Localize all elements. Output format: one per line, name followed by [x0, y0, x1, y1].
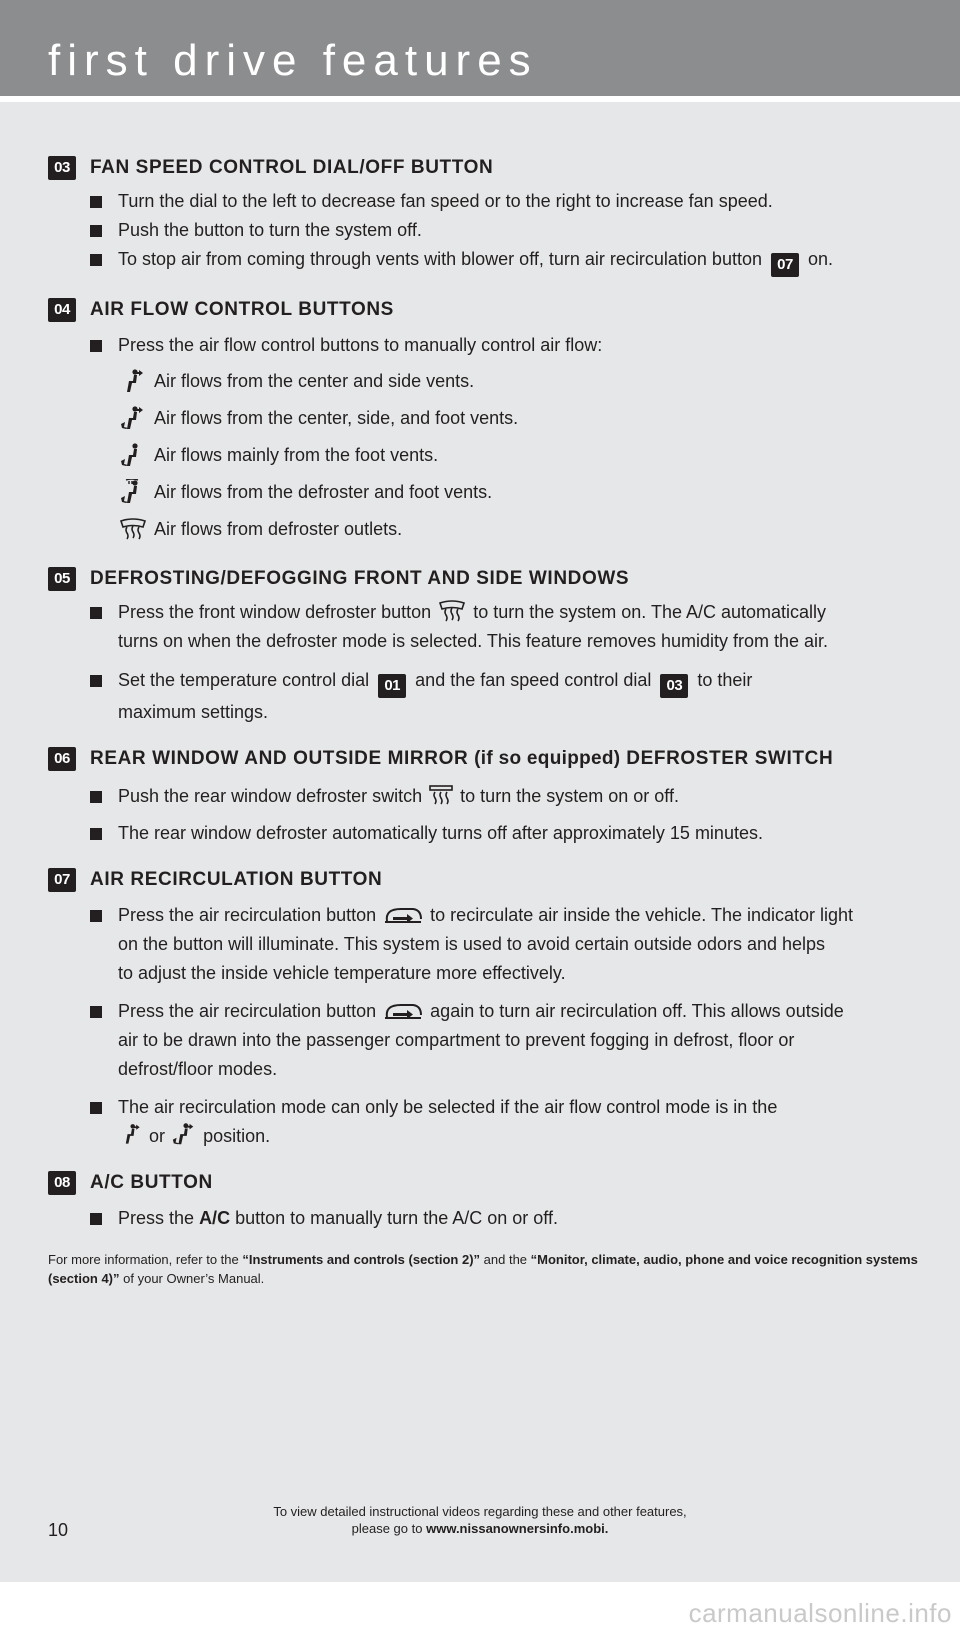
- manual-reference: “Instruments and controls (section 2)”: [242, 1252, 481, 1267]
- bullet-item: Press the air flow control buttons to manually control air flow:: [48, 331, 918, 360]
- manual-reference: “Monitor, climate, audio, phone and voice recognition systems (section 4)”: [48, 1252, 918, 1286]
- bullet-item: [48, 1093, 918, 1151]
- section-badge: 08: [48, 1171, 76, 1195]
- ac-label: A/C: [199, 1208, 231, 1228]
- bi-level-mode-icon: [170, 1122, 198, 1148]
- bullet-text: to adjust the inside vehicle temperature more effectively.: [118, 963, 566, 983]
- bullet-text: button to manually turn the A/C on or off.: [235, 1208, 558, 1228]
- mode-row: [48, 363, 918, 400]
- section-badge: 05: [48, 567, 76, 591]
- bullet-item: [48, 1204, 918, 1233]
- title-part: DEFROSTER SWITCH: [626, 748, 834, 769]
- bullet-item: Turn the dial to the left to decrease fan speed or to the right to increase fan speed.: [48, 187, 918, 216]
- bullet-text: to turn the system on. The A/C automatically: [473, 602, 827, 622]
- watermark: carmanualsonline.info: [688, 1598, 952, 1628]
- page-number: 10: [48, 1520, 69, 1540]
- bullet-text: Set the temperature control dial: [118, 670, 370, 690]
- bullet-text: Press the: [118, 1208, 195, 1228]
- footnote-text: For more information, refer to the: [48, 1252, 239, 1267]
- section-badge: 03: [48, 156, 76, 180]
- bi-level-mode-icon: [118, 405, 148, 433]
- mode-text: Air flows from the defroster and foot vents.: [154, 482, 493, 502]
- bullet-item: The rear window defroster automatically turns off after approximately 15 minutes.: [48, 819, 918, 848]
- mode-text: Air flows from the center, side, and foot vents.: [154, 408, 519, 428]
- bullet-item: [48, 245, 918, 277]
- vent-mode-icon: [118, 368, 148, 396]
- section-title: AIR RECIRCULATION BUTTON: [90, 869, 383, 890]
- section-air-flow: [48, 297, 918, 548]
- footer-link[interactable]: www.nissanownersinfo.mobi.: [426, 1521, 609, 1536]
- bullet-text: Press the air recirculation button: [118, 1001, 377, 1021]
- bullet-text: maximum settings.: [118, 702, 269, 722]
- mode-row: [48, 474, 918, 511]
- title-part: (if so equipped): [474, 748, 621, 769]
- defrost-foot-mode-icon: [118, 479, 148, 507]
- bullet-item: [48, 901, 918, 988]
- footer-text: please go to: [351, 1521, 423, 1536]
- bullet-text: to their: [697, 670, 753, 690]
- bullet-text: to turn the system on or off.: [460, 786, 679, 806]
- mode-row: [48, 400, 918, 437]
- bullet-text: on.: [808, 249, 834, 269]
- footer-note: [0, 1503, 960, 1537]
- bullet-text: Press the front window defroster button: [118, 602, 432, 622]
- title-part: REAR WINDOW AND OUTSIDE MIRROR: [90, 748, 469, 769]
- inline-badge: 03: [660, 674, 688, 698]
- section-defrosting: [48, 566, 918, 727]
- section-badge: 06: [48, 747, 76, 771]
- bullet-text: Push the rear window defroster switch: [118, 786, 423, 806]
- section-title: DEFROSTING/DEFOGGING FRONT AND SIDE WINDOWS: [90, 568, 630, 589]
- recirculation-icon: [381, 903, 425, 927]
- bullet-text: to recirculate air inside the vehicle. The indicator light: [430, 905, 854, 925]
- section-title: FAN SPEED CONTROL DIAL/OFF BUTTON: [90, 157, 494, 178]
- bullet-item: [48, 598, 918, 656]
- section-title: AIR FLOW CONTROL BUTTONS: [90, 299, 394, 320]
- inline-badge: 01: [378, 674, 406, 698]
- bullet-text: To stop air from coming through vents with blower off, turn air recirculation button: [118, 249, 762, 269]
- footnote: [48, 1250, 918, 1288]
- recirculation-icon: [381, 999, 425, 1023]
- defrost-mode-icon: [118, 516, 148, 544]
- bullet-text: defrost/floor modes.: [118, 1059, 278, 1079]
- mode-row: [48, 511, 918, 548]
- foot-mode-icon: [118, 442, 148, 470]
- bullet-text: and the fan speed control dial: [415, 670, 652, 690]
- page-title: first drive features: [48, 36, 538, 85]
- section-title: [90, 748, 833, 770]
- bullet-item: [48, 997, 918, 1084]
- section-badge: 07: [48, 868, 76, 892]
- footnote-text: of your Owner’s Manual.: [123, 1271, 265, 1286]
- footer-line: To view detailed instructional videos regarding these and other features,: [273, 1504, 687, 1519]
- footer-line: [0, 1520, 960, 1537]
- section-ac-button: [48, 1170, 918, 1233]
- bullet-text: Press the air recirculation button: [118, 905, 377, 925]
- bullet-text: air to be drawn into the passenger compartment to prevent fogging in defrost, floor or: [118, 1030, 795, 1050]
- bullet-item: [48, 782, 918, 811]
- section-recirculation: [48, 867, 918, 1151]
- rear-defrost-icon: [427, 782, 455, 808]
- mode-text: Air flows from the center and side vents.: [154, 371, 475, 391]
- section-title: A/C BUTTON: [90, 1172, 213, 1193]
- bullet-text: or: [149, 1126, 166, 1146]
- footnote-text: and the: [483, 1252, 528, 1267]
- mode-row: [48, 437, 918, 474]
- mode-text: Air flows from defroster outlets.: [154, 519, 403, 539]
- bullet-text: again to turn air recirculation off. This allows outside: [430, 1001, 844, 1021]
- page-header: [0, 0, 960, 96]
- bullet-item: [48, 666, 918, 727]
- bullet-text: on the button will illuminate. This system is used to avoid certain outside odors and helps: [118, 934, 826, 954]
- mode-text: Air flows mainly from the foot vents.: [154, 445, 439, 465]
- front-defrost-icon: [436, 598, 468, 624]
- section-badge: 04: [48, 298, 76, 322]
- inline-badge: 07: [771, 253, 799, 277]
- section-fan-speed: [48, 155, 918, 277]
- vent-mode-icon: [118, 1122, 144, 1148]
- bullet-text: position.: [203, 1126, 271, 1146]
- bullet-text: The air recirculation mode can only be selected if the air flow control mode is in the: [118, 1097, 778, 1117]
- bullet-text: turns on when the defroster mode is selected. This feature removes humidity from the air.: [118, 631, 829, 651]
- bullet-item: Push the button to turn the system off.: [48, 216, 918, 245]
- section-rear-defroster: [48, 746, 918, 848]
